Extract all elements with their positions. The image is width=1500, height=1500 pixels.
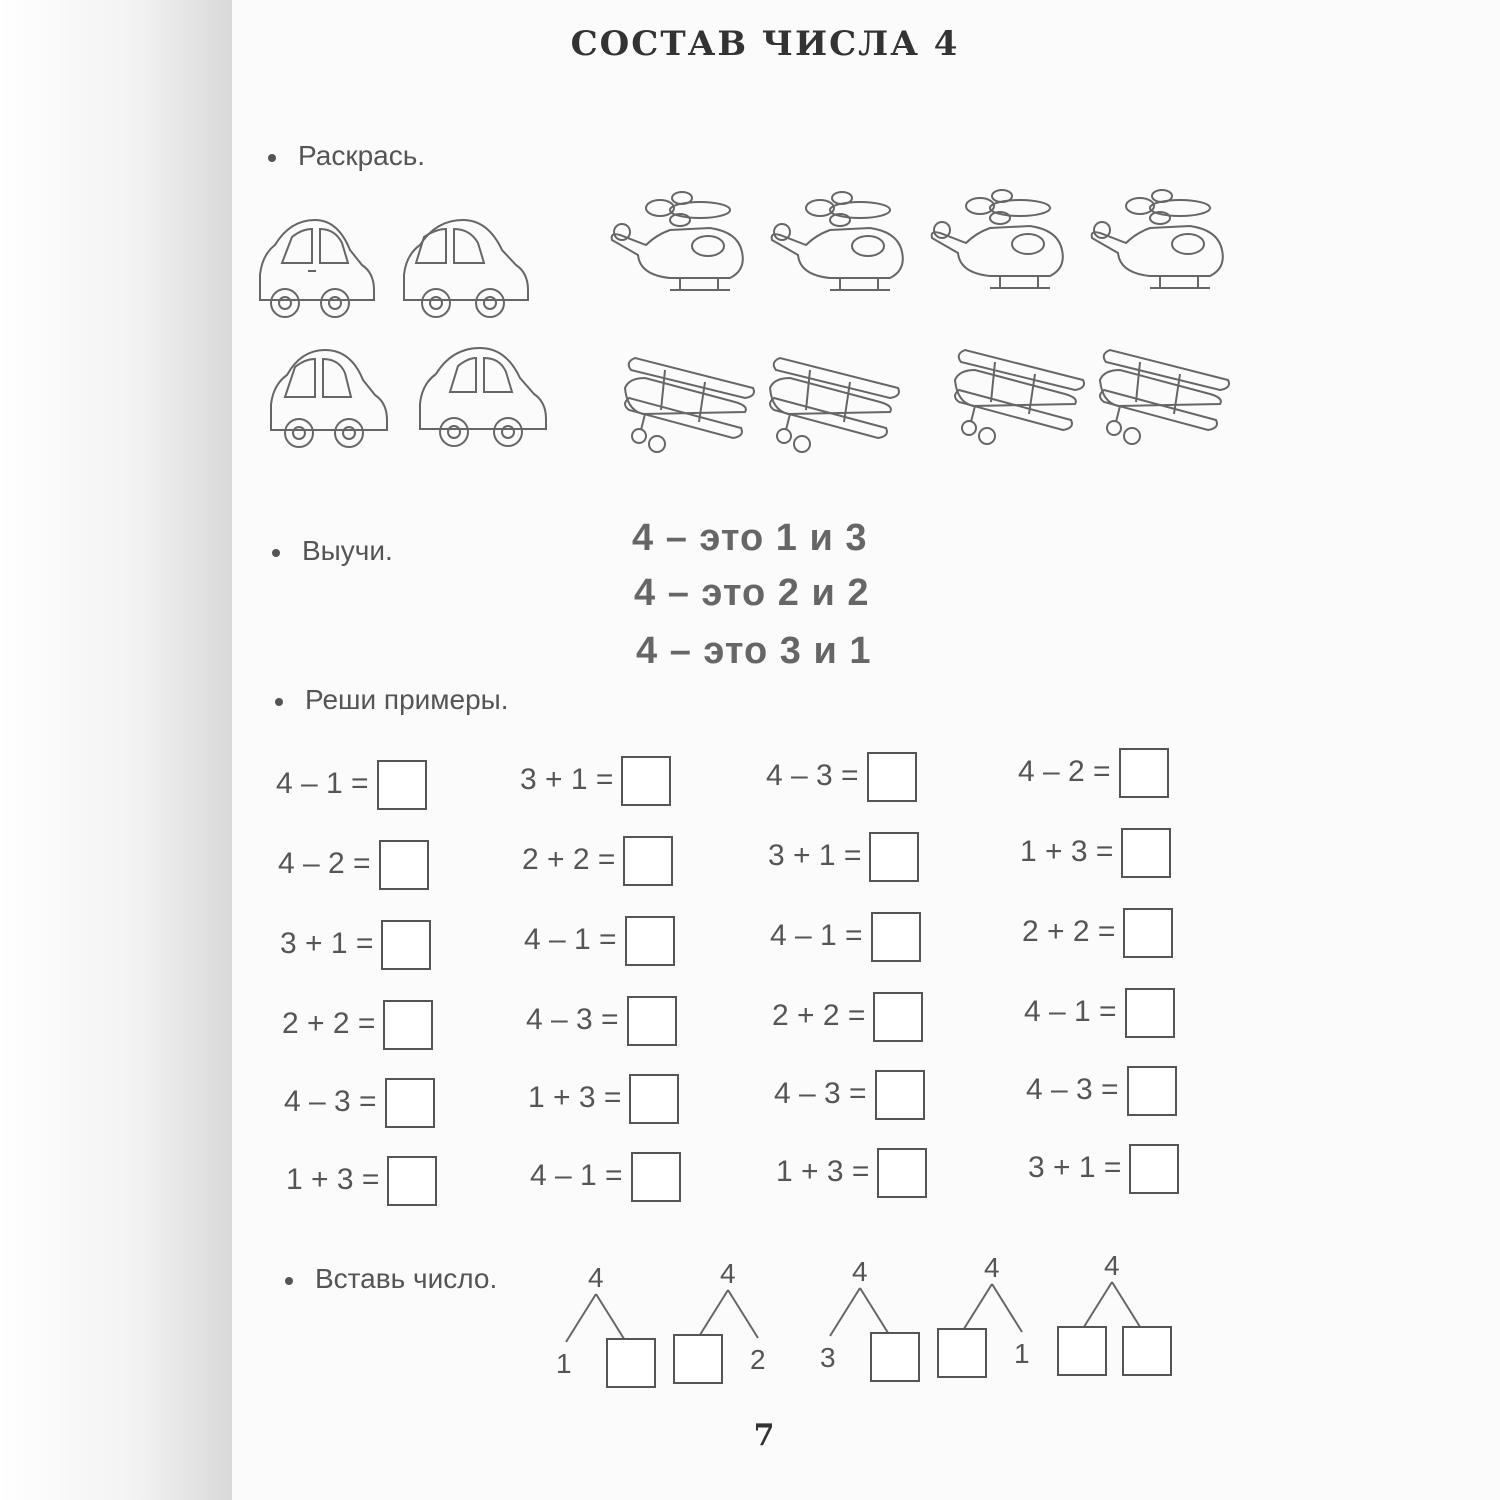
section-solve-label: Реши примеры. [305,684,509,715]
section-insert-heading [285,1263,497,1295]
bullet-dot [272,549,280,557]
answer-box[interactable] [867,752,917,802]
example-item [776,1148,927,1198]
example-item [528,1074,679,1124]
example-expression: 4 – 3 = [526,1002,619,1036]
example-item [1026,1066,1177,1116]
biplane-icon [615,348,760,463]
tree-given-number: 3 [820,1342,836,1373]
page-number: 7 [753,1418,775,1453]
example-expression: 4 – 1 = [524,922,617,956]
example-item [1020,828,1171,878]
section-learn-heading [272,535,393,567]
example-item [284,1078,435,1128]
tree-answer-box[interactable] [937,1328,987,1378]
example-expression: 4 – 3 = [774,1076,867,1110]
answer-box[interactable] [621,756,671,806]
answer-box[interactable] [1121,828,1171,878]
example-expression: 1 + 3 = [1020,834,1114,868]
section-learn-label: Выучи. [302,535,393,566]
learn-line: 4 – это 3 и 1 [636,630,872,672]
biplane-icon [945,340,1090,455]
example-expression: 3 + 1 = [280,926,374,960]
tree-given-number: 2 [750,1344,766,1375]
example-item [282,1000,433,1050]
answer-box[interactable] [377,760,427,810]
answer-box[interactable] [871,912,921,962]
answer-box[interactable] [1125,988,1175,1038]
bullet-dot [268,154,276,162]
answer-box[interactable] [1123,908,1173,958]
biplane-icon [1090,340,1235,455]
answer-box[interactable] [875,1070,925,1120]
example-item [768,832,919,882]
learn-line: 4 – это 1 и 3 [632,517,868,559]
example-item [278,840,429,890]
section-solve-heading [275,684,509,716]
example-expression: 4 – 1 = [770,918,863,952]
example-item [280,920,431,970]
example-item [1028,1144,1179,1194]
tree-top-number: 4 [588,1262,604,1293]
section-insert-label: Вставь число. [315,1263,498,1294]
answer-box[interactable] [379,840,429,890]
example-expression: 3 + 1 = [768,838,862,872]
example-item [770,912,921,962]
example-expression: 4 – 1 = [530,1158,623,1192]
answer-box[interactable] [1119,748,1169,798]
example-item [1024,988,1175,1038]
page-title: СОСТАВ ЧИСЛА 4 [570,24,960,64]
answer-box[interactable] [625,916,675,966]
example-expression: 1 + 3 = [528,1080,622,1114]
example-expression: 2 + 2 = [1022,914,1116,948]
tree-answer-box[interactable] [1057,1326,1107,1376]
example-item [276,760,427,810]
helicopter-icon [1080,188,1230,303]
example-expression: 4 – 3 = [766,758,859,792]
answer-box[interactable] [623,836,673,886]
car-icon [265,345,395,455]
biplane-icon [760,348,905,463]
bullet-dot [285,1277,293,1285]
example-item [524,916,675,966]
section-color-label: Раскрась. [298,140,426,171]
tree-answer-box[interactable] [1122,1326,1172,1376]
answer-box[interactable] [873,992,923,1042]
tree-top-number: 4 [1104,1250,1120,1281]
tree-given-number: 1 [1014,1338,1030,1369]
answer-box[interactable] [631,1152,681,1202]
example-expression: 1 + 3 = [776,1154,870,1188]
example-item [772,992,923,1042]
example-item [530,1152,681,1202]
example-expression: 4 – 1 = [1024,994,1117,1028]
example-expression: 2 + 2 = [772,998,866,1032]
example-expression: 2 + 2 = [522,842,616,876]
car-icon [250,215,380,325]
answer-box[interactable] [877,1148,927,1198]
bullet-dot [275,698,283,706]
example-expression: 4 – 2 = [1018,754,1111,788]
answer-box[interactable] [381,920,431,970]
example-item [1018,748,1169,798]
car-icon [398,215,538,325]
answer-box[interactable] [1127,1066,1177,1116]
answer-box[interactable] [1129,1144,1179,1194]
example-expression: 2 + 2 = [282,1006,376,1040]
tree-answer-box[interactable] [673,1334,723,1384]
answer-box[interactable] [869,832,919,882]
answer-box[interactable] [387,1156,437,1206]
tree-top-number: 4 [720,1258,736,1289]
example-item [286,1156,437,1206]
example-expression: 4 – 1 = [276,766,369,800]
example-item [766,752,917,802]
example-expression: 3 + 1 = [1028,1150,1122,1184]
section-color-heading [268,140,425,172]
example-item [526,996,677,1046]
example-item [522,836,673,886]
car-icon [414,342,554,452]
answer-box[interactable] [629,1074,679,1124]
answer-box[interactable] [627,996,677,1046]
example-expression: 4 – 2 = [278,846,371,880]
helicopter-icon [600,190,750,305]
example-expression: 1 + 3 = [286,1162,380,1196]
tree-top-number: 4 [852,1256,868,1287]
example-expression: 3 + 1 = [520,762,614,796]
learn-line: 4 – это 2 и 2 [634,572,870,614]
answer-box[interactable] [383,1000,433,1050]
example-expression: 4 – 3 = [1026,1072,1119,1106]
page-gutter-shadow [0,0,232,1500]
example-expression: 4 – 3 = [284,1084,377,1118]
tree-answer-box[interactable] [870,1332,920,1382]
helicopter-icon [760,190,910,305]
tree-given-number: 1 [556,1348,572,1379]
tree-top-number: 4 [984,1252,1000,1283]
helicopter-icon [920,188,1070,303]
example-item [774,1070,925,1120]
example-item [1022,908,1173,958]
example-item [520,756,671,806]
answer-box[interactable] [385,1078,435,1128]
tree-answer-box[interactable] [606,1338,656,1388]
